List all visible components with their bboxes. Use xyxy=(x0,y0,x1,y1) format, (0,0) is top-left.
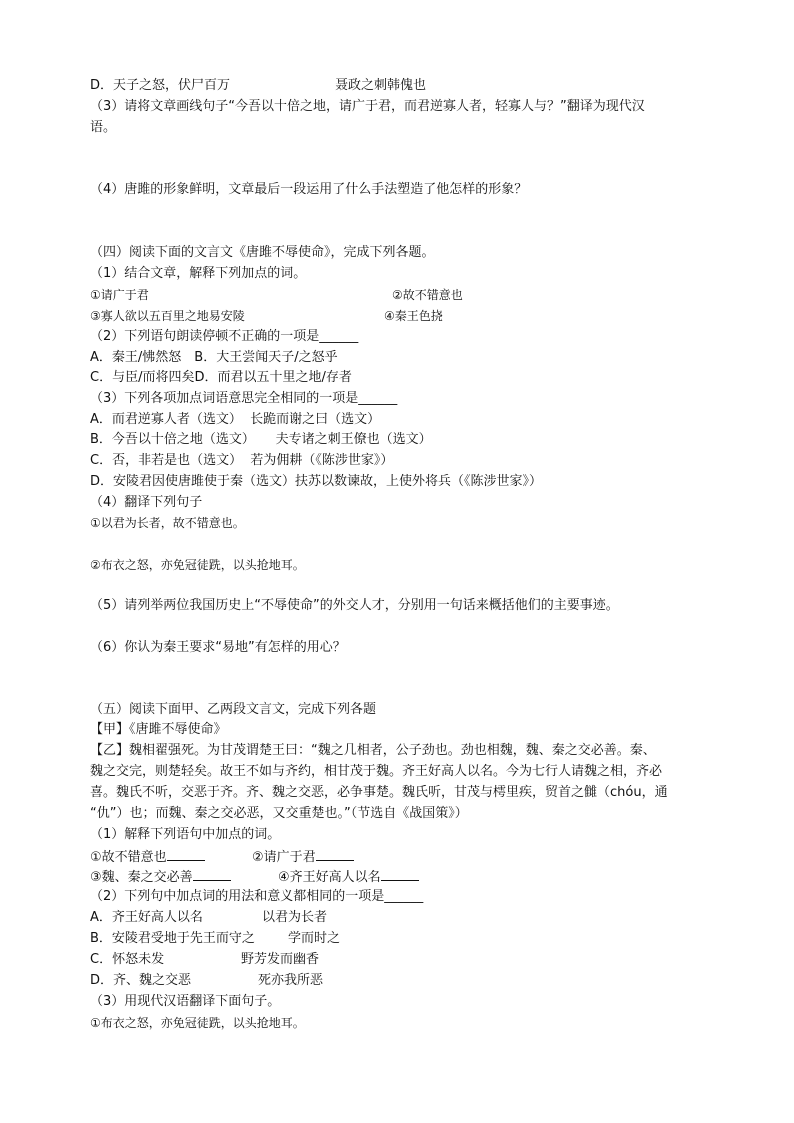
s4-q6: （6）你认为秦王要求“易地”有怎样的用心？ xyxy=(90,640,346,655)
s4-q4: （4）翻译下列句子 xyxy=(90,495,203,510)
s4-q2-cd: C．与臣/而将四矣D．而君以五十里之地/存者 xyxy=(90,370,352,385)
s4-q2-ab: A．秦王/怫然怒 B．大王尝闻天子/之怒乎 xyxy=(90,350,338,365)
s5-q2-d-second: 死亦我所恶 xyxy=(258,973,324,988)
s4-q1-item-4: ④秦王色挠 xyxy=(384,309,443,323)
s4-q1-item-3: ③寡人欲以五百里之地易安陵 xyxy=(90,309,245,323)
passage-b-line-3: 喜。魏氏不听，交恶于齐。齐、魏之交恶，必争事楚。魏氏听，甘茂与樗里疾，贸首之雠（chóu，通 xyxy=(90,785,668,800)
s5-q3: （3）用现代汉语翻译下面句子。 xyxy=(90,994,281,1009)
s5-q2-b-second: 学而时之 xyxy=(288,931,341,946)
s5-q2-a: A．齐王好高人以名 xyxy=(90,910,203,925)
passage-b-line-2: 魏之交完，则楚轻矣。故王不如与齐约，相甘茂于魏。齐王好高人以名。今为七行人请魏之相，齐必 xyxy=(90,764,663,779)
s5-q1-item-3: ③魏、秦之交必善 xyxy=(90,866,231,888)
s5-q3-sentence-1: ①布衣之怒，亦免冠徒跣，以头抢地耳。 xyxy=(90,1016,305,1030)
answer-blank[interactable] xyxy=(167,846,205,861)
s5-q1-item-1: ①故不错意也 xyxy=(90,846,205,868)
option-d-second: 聂政之刺韩傀也 xyxy=(335,78,427,93)
answer-blank[interactable] xyxy=(381,866,419,881)
s4-q4-sentence-1: ①以君为长者，故不错意也。 xyxy=(90,516,245,530)
s5-q1: （1）解释下列语句中加点的词。 xyxy=(90,827,281,842)
s4-q3-c: C．否，非若是也（选文） 若为佣耕（《陈涉世家》） xyxy=(90,453,394,468)
s4-q4-sentence-2: ②布衣之怒，亦免冠徒跣，以头抢地耳。 xyxy=(90,558,305,572)
passage-a-title: 【甲】《唐雎不辱使命》 xyxy=(90,722,227,737)
answer-blank[interactable] xyxy=(193,866,231,881)
s4-q1-item-1: ①请广于君 xyxy=(90,288,149,302)
s4-q3: （3）下列各项加点词语意思完全相同的一项是______ xyxy=(90,391,398,406)
s5-q1-item-2: ②请广于君 xyxy=(252,846,354,868)
s4-q1-item-2: ②故不错意也 xyxy=(392,288,463,302)
question-4-line: （4）唐雎的形象鲜明，文章最后一段运用了什么手法塑造了他怎样的形象？ xyxy=(90,182,528,197)
question-3-cont: 语。 xyxy=(90,120,117,135)
s4-q3-b: B．今吾以十倍之地（选文） 夫专诸之刺王僚也（选文） xyxy=(90,432,432,447)
s5-q2: （2）下列句中加点词的用法和意义都相同的一项是______ xyxy=(90,889,424,904)
s4-q3-d: D．安陵君因使唐雎使于秦（选文）扶苏以数谏故，上使外将兵（《陈涉世家》） xyxy=(90,474,543,489)
s5-q2-b: B．安陵君受地于先王而守之 xyxy=(90,931,255,946)
answer-blank[interactable] xyxy=(316,846,354,861)
option-d-line: D．天子之怒，伏尸百万 xyxy=(90,78,231,93)
s4-q3-a: A．而君逆寡人者（选文） 长跪而谢之曰（选文） xyxy=(90,412,381,427)
s4-q5: （5）请列举两位我国历史上“不辱使命”的外交人才，分别用一句话来概括他们的主要事迹。 xyxy=(90,598,619,613)
s4-q1: （1）结合文章，解释下列加点的词。 xyxy=(90,266,307,281)
passage-b-line-4: “仇”）也；而魏、秦之交必恶，又交重楚也。”（节选自《战国策》） xyxy=(90,806,468,821)
s5-q2-c-second: 野芳发而幽香 xyxy=(241,952,320,967)
s5-q1-item-4: ④齐王好高人以名 xyxy=(278,866,419,888)
question-3-line: （3）请将文章画线句子“今吾以十倍之地，请广于君，而君逆寡人者，轻寡人与？”翻译为现代汉 xyxy=(90,99,645,114)
passage-b-line-1: 【乙】魏相翟强死。为甘茂谓楚王曰：“魏之几相者，公子劲也。劲也相魏，魏、秦之交必善。秦、 xyxy=(90,743,656,758)
s4-q2: （2）下列语句朗读停顿不正确的一项是______ xyxy=(90,329,359,344)
section-5-heading: （五）阅读下面甲、乙两段文言文，完成下列各题 xyxy=(90,702,377,717)
s5-q2-c: C．怀怒未发 xyxy=(90,952,165,967)
section-4-heading: （四）阅读下面的文言文《唐雎不辱使命》，完成下列各题。 xyxy=(90,245,435,260)
s5-q2-a-second: 以君为长者 xyxy=(262,910,328,925)
s5-q2-d: D．齐、魏之交恶 xyxy=(90,973,192,988)
